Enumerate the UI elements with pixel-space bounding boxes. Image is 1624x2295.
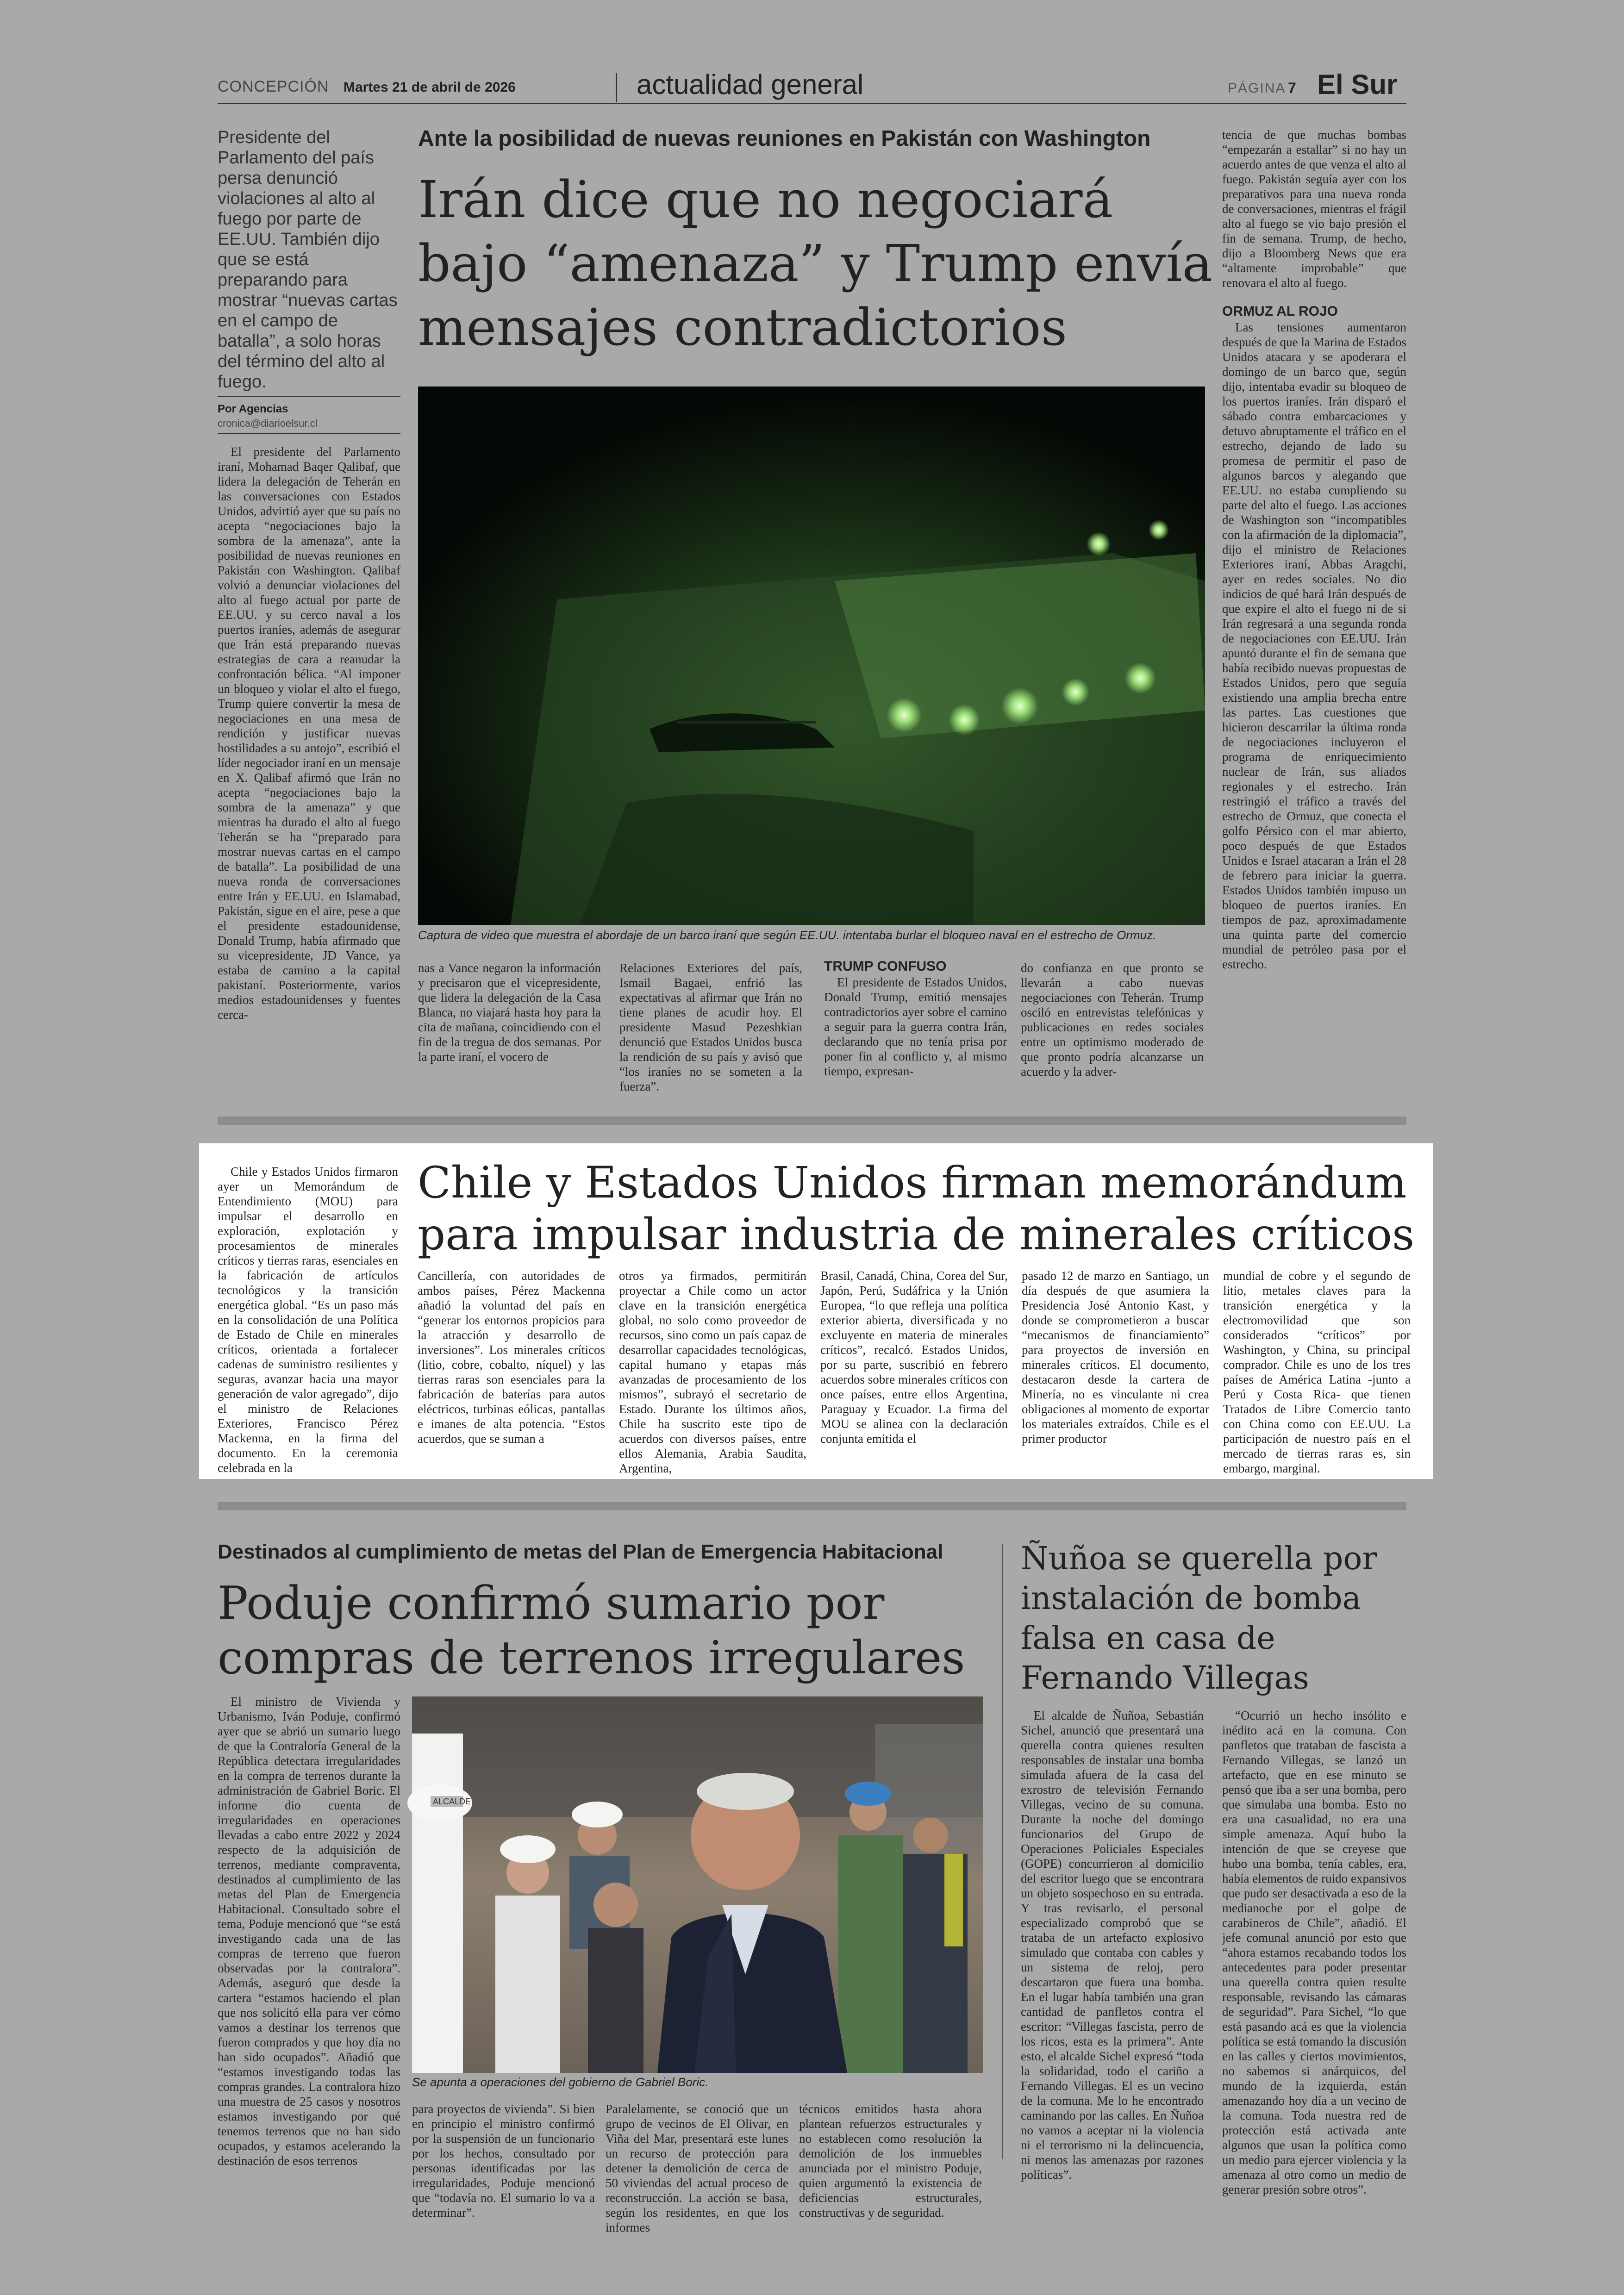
section-separator-2	[218, 1502, 1406, 1510]
article2-col3	[820, 1268, 1008, 1472]
article3-col3	[606, 2102, 788, 2234]
article1-caption: Captura de video que muestra el abordaje de un barco iraní que según EE.UU. intentaba burlar el bloqueo naval en el estrecho de Ormuz.	[418, 928, 1156, 942]
article1-headline: Irán dice que no negociará bajo “amenaza” y Trump envía mensajes contradictorios	[418, 170, 1213, 357]
article1-col4-text: El presidente de Estados Unidos, Donald Trump, emitió mensajes contradictorios ayer sobre el camino a seguir para la guerra contra Irán, declarando que no tenía prisa por poner fin al conflicto y, al mismo tiempo, expresan-	[824, 975, 1007, 1078]
article4-col2	[1222, 1708, 1406, 2196]
article3-col1-text: El ministro de Vivienda y Urbanismo, Iván Poduje, confirmó ayer que se abrió un sumario luego de que la Contraloría General de la República detectara irregularidades en la compra de terrenos durante la administración de Gabriel Boric. El informe dio cuenta de irregularidades en operaciones llevadas a cabo entre 2022 y 2024 respecto de la adquisición de terrenos, mediante compraventa, destinados al cumplimiento de las metas del Plan de Emergencia Habitacional. Consultado sobre el tema, Poduje mencionó que “se está investigando cada una de las compras de terreno que fueron observadas por la contralora”. Además, aseguró que desde la cartera “estamos haciendo el plan que nos solicitó ella para ver cómo vamos a destinar los terrenos que fueron comprados y que hoy día no han sido ocupados”. Añadió que “estamos investigando todas las compras grandes. La contralora hizo una muestra de 25 casos y nosotros estamos investigando por qué tenemos terrenos que no han sido ocupados, y estamos acelerando la destinación de esos terrenos	[218, 1695, 400, 2168]
summary-rule	[218, 396, 400, 397]
article2-col0	[218, 1164, 398, 1475]
article1-col1-text: El presidente del Parlamento iraní, Mohamad Baqer Qalibaf, que lidera la delegación de Teherán en las conversaciones con Estados Unidos, advirtió ayer que su país no acepta “negociaciones bajo la sombra de la amenaza”, ante la posibilidad de nuevas reuniones en Pakistán con Washington. Qalibaf volvió a denunciar violaciones del alto al fuego actual por parte de EE.UU. y su cerco naval a los puertos iraníes, además de asegurar que Irán está preparando nuevas estrategias de cara a reanudar la confrontación bélica. “Al imponer un bloqueo y violar el alto el fuego, Trump quiere convertir la mesa de negociaciones en una mesa de rendición y justificar nuevas hostilidades a su antojo”, escribió el líder negociador iraní en un mensaje en X. Qalibaf afirmó que Irán no acepta “negociaciones bajo la sombra de la amenaza” y que mientras ha durado el alto al fuego Teherán se ha “preparado para mostrar nuevas cartas en el campo de batalla”. La posibilidad de una nueva ronda de conversaciones entre Irán y EE.UU. en Islamabad, Pakistán, sigue en el aire, pese a que el presidente estadounidense, Donald Trump, había afirmado que su vicepresidente, JD Vance, ya estaba de camino a la capital pakistaní. Posteriormente, varios medios estadounidenses y fuentes cerca-	[218, 445, 400, 1022]
header-rule	[218, 103, 1406, 104]
article1-col3	[619, 960, 802, 1093]
page-label: PÁGINA	[1228, 81, 1286, 96]
article1-right-col2-text: Las tensiones aumentaron después de que la Marina de Estados Unidos atacara y se apoderara el domingo de un barco que, según dijo, intentaba evadir su bloqueo de los puertos iraníes. Irán disparó el sábado contra embarcaciones y detuvo abruptamente el tráfico en el estrecho, dejando de lado su promesa de permitir el paso de algunos barcos y alegando que EE.UU. no estaba cumpliendo su parte del alto el fuego. Las acciones de Washington son “incompatibles con la afirmación de la diplomacia”, dijo el ministro de Relaciones Exteriores iraní, Abbas Aragchi, ayer en redes sociales. No dio indicios de qué hará Irán después de que expire el alto el fuego ni de si Irán regresará a una segunda ronda de negociaciones con EE.UU. Irán apuntó durante el fin de semana que había recibido nuevas propuestas de Estados Unidos, pero que seguía existiendo una amplia brecha entre las partes. Las cuestiones que hicieron descarrilar la última ronda de negociaciones incluyeron el programa de enriquecimiento nuclear de Irán, sus aliados regionales y el estrecho. Irán restringió el tráfico a través del estrecho de Ormuz, que conecta el golfo Pérsico con el mar abierto, poco después de que Estados Unidos e Israel atacaran a Irán el 28 de febrero para iniciar la guerra. Estados Unidos también impuso un bloqueo de puertos iraníes. En tiempos de paz, aproximadamente una quinta parte del comercio mundial de petróleo pasa por el estrecho.	[1222, 320, 1406, 971]
article2-col2	[619, 1268, 806, 1475]
article4-col2-text: “Ocurrió un hecho insólito e inédito acá en la comuna. Con panfletos que trataban de fascista a Fernando Villegas, se lanzó un artefacto, que en ese minuto se pensó que iba a ser una bomba, pero que simulaba una bomba. Esto no era una casualidad, no era una simple amenaza. Aquí hubo la intención de que se creyese que hubo una bomba, tenía cables, era, había elementos de ruido expansivos que pudo ser desactivada a eso de la medianoche por el golpe de carabineros de Chile”, añadió. El jefe comunal anunció por esto que “ahora estamos recabando todos los antecedentes para poder presentar una querella contra quien resulte responsable, revisando las cámaras de seguridad”. Para Sichel, “lo que está pasando acá es que la violencia política se está tomando la discusión en las calles y ciertos movimientos, no sabemos si anárquicos, del mundo de la izquierda, están amenazando hoy día a un vecino de la comuna. Toda nuestra red de protección está activada ante algunos que usan la política como un medio para ejercer violencia y la amenaza al otro como un medio de generar presión sobre otros”.	[1222, 1709, 1406, 2196]
article1-photo	[418, 387, 1205, 925]
article2-col5	[1223, 1268, 1411, 1475]
article1-col2-text: nas a Vance negaron la información y precisaron que el vicepresidente, que lidera la delegación de la Casa Blanca, no viajará hasta hoy para la cita de mañana, coincidiendo con el fin de la tregua de dos semanas. Por la parte iraní, el vocero de	[418, 961, 601, 1064]
brand-logo: El Sur	[1317, 69, 1398, 100]
article1-kicker: Ante la posibilidad de nuevas reuniones en Pakistán con Washington	[418, 126, 1151, 151]
article2-col1	[418, 1268, 605, 1472]
column-divider	[1002, 1544, 1003, 2159]
article2-col1-text: Cancillería, con autoridades de ambos países, Pérez Mackenna añadió la voluntad del país en “generar los entornos propicios para la atracción y desarrollo de inversiones”. Los minerales críticos (litio, cobre, cobalto, níquel) y las tierras raras son esenciales para la fabricación de baterías para autos eléctricos, turbinas eólicas, pantallas e imanes de alta potencia. “Estos acuerdos, que se suman a	[418, 1269, 605, 1446]
article1-col4	[824, 959, 1007, 1086]
email-rule	[218, 433, 400, 434]
article1-right-col	[1222, 127, 1406, 1127]
article1-col5-text: do confianza en que pronto se llevarán a cabo nuevas negociaciones con Teherán. Trump osciló en entrevistas telefónicas y publicaciones en redes sociales entre un optimismo moderado de que pronto podría alcanzarse un acuerdo y la adver-	[1021, 961, 1204, 1079]
article4-col1	[1021, 1708, 1204, 2182]
photo-vest-text: ALCALDE	[433, 1797, 471, 1806]
article3-photo	[412, 1696, 983, 2073]
article1-byline: Por Agencias	[218, 403, 288, 415]
article3-col2-text: para proyectos de vivienda”. Si bien en principio el ministro confirmó por la suspensión de un funcionario por los hechos, consultado por personas identificadas por las irregularidades, Poduje mencionó que “todavía no. El sumario lo va a determinar”.	[412, 2102, 595, 2220]
article2-col4-text: pasado 12 de marzo en Santiago, un día después de que asumiera la Presidencia José Antonio Kast, y donde se comprometieron a buscar “mecanismos de financiamiento” para proyectos de inversión en minerales críticos. El documento, destacaron desde la cartera de Minería, no es vinculante ni crea obligaciones al momento de exportar los materiales extraídos. Chile es el primer productor	[1022, 1269, 1209, 1446]
article2-col5-text: mundial de cobre y el segundo de litio, metales claves para la transición energética y la electromovilidad que son considerados “críticos” por Washington, y China, su principal comprador. Chile es uno de los tres países de América Latina -junto a Perú y Costa Rica- que tienen Tratados de Libre Comercio tanto con China como con EE.UU. La participación de nuestro país en el mercado de tierras raras es, sin embargo, marginal.	[1223, 1269, 1411, 1475]
article3-col2	[412, 2102, 595, 2220]
article1-col2	[418, 960, 601, 1085]
article3-headline: Poduje confirmó sumario por compras de terrenos irregulares	[218, 1577, 965, 1684]
article3-kicker: Destinados al cumplimiento de metas del Plan de Emergencia Habitacional	[218, 1540, 943, 1563]
section-title: actualidad general	[637, 69, 864, 100]
section-separator-1	[218, 1116, 1406, 1125]
article2-col0-text: Chile y Estados Unidos firmaron ayer un Memorándum de Entendimiento (MOU) para impulsar el desarrollo en exploración, explotación y procesamientos de minerales críticos y tierras raras, esenciales en la fabricación de artículos tecnológicos y la transición energética global. “Es un paso más en la consolidación de una Política de Estado de Chile en minerales críticos, orientada a fortalecer cadenas de suministro resilientes y seguras, avanzar hacia una mayor generación de valor agregado”, dijo el ministro de Relaciones Exteriores, Francisco Pérez Mackenna, en la firma del documento. En la ceremonia celebrada en la	[218, 1165, 398, 1475]
article1-subhead-trump: TRUMP CONFUSO	[824, 959, 947, 974]
article4-col1-text: El alcalde de Ñuñoa, Sebastián Sichel, anunció que presentará una querella contra quienes resulten responsables de instalar una bomba simulada afuera de la casa del exrostro de televisión Fernando Villegas, vecino de su comuna. Durante la noche del domingo funcionarios del Grupo de Operaciones Policiales Especiales (GOPE) concurrieron al domicilio del escritor luego que se encontrara un objeto sospechoso en su entrada. Y tras revisarlo, el personal especializado comprobó que se trataba de un artefacto explosivo simulado que contaba con cables y un sistema de reloj, pero descartaron que fuera una bomba. En el lugar había también una gran cantidad de panfletos contra el escritor: “Villegas fascista, perro de los ricos, esta es la primera”. Ante esto, el alcalde Sichel expresó “toda la solidaridad, todo el cariño a Fernando Villegas. El es un vecino de la comuna. Me lo he encontrado caminando por las calles. En Ñuñoa no vamos a aceptar ni la violencia ni el terrorismo ni la delincuencia, ni menos las amenazas por razones políticas”.	[1021, 1709, 1204, 2182]
article3-col4-text: técnicos emitidos hasta ahora plantean refuerzos estructurales y no establecen como resolución la demolición de los inmuebles anunciada por el ministro Poduje, quien argumentó la existencia de deficiencias estructurales, constructivas y de seguridad.	[799, 2102, 982, 2220]
article1-email: cronica@diarioelsur.cl	[218, 418, 318, 429]
header-city: CONCEPCIÓN	[218, 78, 329, 95]
article1-col3-text: Relaciones Exteriores del país, Ismail Bagaei, enfrió las expectativas al afirmar que Irán no tiene planes de acudir hoy. El presidente Masud Pezeshkian denunció que Estados Unidos busca la rendición de su país y avisó que “los iraníes no se someten a la fuerza”.	[619, 961, 802, 1093]
article1-right-col-text: tencia de que muchas bombas “empezarán a estallar” si no hay un acuerdo antes de que venza el alto al fuego. Pakistán seguía ayer con los preparativos para una nueva ronda de conversaciones, mientras el frágil alto al fuego se vio bajo presión el fin de semana. Trump, de hecho, dijo a Bloomberg News que era “altamente improbable” que renovara el alto al fuego.	[1222, 128, 1406, 290]
page-number: 7	[1288, 80, 1296, 96]
article2-col4	[1022, 1268, 1209, 1472]
article2-box	[199, 1143, 1433, 1479]
article2-headline: Chile y Estados Unidos firman memorándum para impulsar industria de minerales críticos	[418, 1158, 1415, 1260]
article1-col5	[1021, 960, 1204, 1085]
article2-col2-text: otros ya firmados, permitirán proyectar a Chile como un actor clave en la transición energética global, no solo como proveedor de recursos, sino como un país capaz de desarrollar capacidades tecnológicas, capital humano y etapas más avanzadas de procesamiento de los mismos”, subrayó el secretario de Estado. Durante los últimos años, Chile ha suscrito este tipo de acuerdos con diversos países, entre ellos Alemania, Arabia Saudita, Argentina,	[619, 1269, 806, 1475]
article3-col1	[218, 1694, 400, 2168]
article1-col1	[218, 444, 400, 1088]
article3-caption: Se apunta a operaciones del gobierno de Gabriel Boric.	[412, 2075, 709, 2089]
article4-headline: Ñuñoa se querella por instalación de bomba falsa en casa de Fernando Villegas	[1021, 1540, 1377, 1696]
minister-visit-photo	[412, 1696, 983, 2073]
article2-col3-text: Brasil, Canadá, China, Corea del Sur, Japón, Perú, Sudáfrica y la Unión Europea, “lo que refleja una política exterior abierta, diversificada y no excluyente en materia de minerales críticos”, recalcó. Estados Unidos, por su parte, suscribió en febrero acuerdos sobre minerales críticos con once países, entre ellos Argentina, Paraguay y Ecuador. La firma del MOU se alinea con la declaración conjunta emitida el	[820, 1269, 1008, 1446]
article1-summary: Presidente del Parlamento del país persa denunció violaciones al alto al fuego por parte de EE.UU. También dijo que se está preparando para mostrar “nuevas cartas en el campo de batalla”, a solo horas del término del alto al fuego.	[218, 128, 398, 392]
header-divider-tick	[616, 73, 617, 102]
article3-col3-text: Paralelamente, se conoció que un grupo de vecinos de El Olivar, en Viña del Mar, presentará este lunes un recurso de protección para detener la demolición de cerca de 50 viviendas del actual proceso de reconstrucción. La acción se basa, según los residentes, en que los informes	[606, 2102, 788, 2234]
header-date: Martes 21 de abril de 2026	[344, 80, 516, 95]
night-vision-boarding-image	[418, 387, 1205, 925]
article3-col4	[799, 2102, 982, 2220]
article1-subhead-ormuz: ORMUZ AL ROJO	[1222, 304, 1338, 319]
